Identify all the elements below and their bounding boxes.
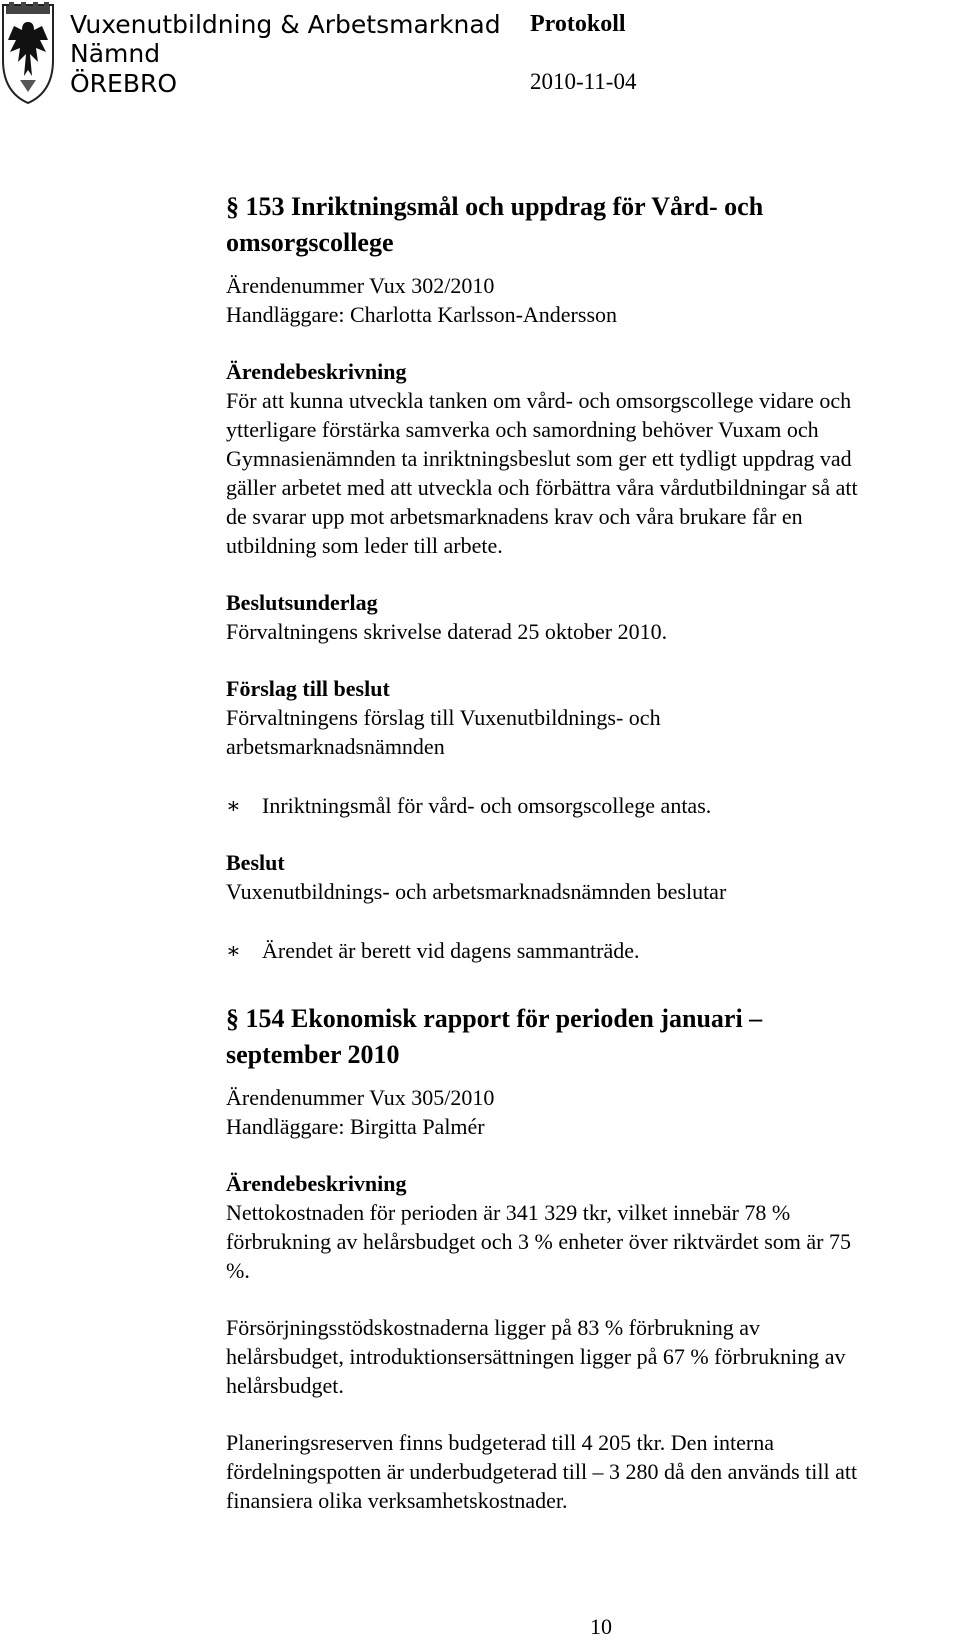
paragraph-line: Nettokostnaden för perioden är 341 329 tkr, vilket innebär 78 %	[226, 1200, 791, 1225]
description-heading: Ärendebeskrivning	[226, 359, 407, 384]
description-line: de svarar upp mot arbetsmarknadens krav och våra brukare får en	[226, 504, 803, 529]
paragraph-line: förbrukning av helårsbudget och 3 % enheter över riktvärdet som är 75	[226, 1229, 851, 1254]
case-number: Ärendenummer Vux 302/2010	[226, 273, 495, 298]
paragraph-line: finansiera olika verksamhetskostnader.	[226, 1488, 568, 1513]
case-handler: Handläggare: Birgitta Palmér	[226, 1114, 485, 1139]
organization-city: ÖREBRO	[70, 69, 178, 98]
decision-text: Vuxenutbildnings- och arbetsmarknadsnämnden beslutar	[226, 879, 727, 904]
section-title-line1: § 154 Ekonomisk rapport för perioden januari –	[226, 1004, 763, 1033]
paragraph-line: helårsbudget, introduktionsersättningen ligger på 67 % förbrukning av	[226, 1344, 846, 1369]
basis-heading: Beslutsunderlag	[226, 590, 378, 615]
proposal-heading: Förslag till beslut	[226, 676, 390, 701]
description-line: Gymnasienämnden ta inriktningsbeslut som ger ett tydligt uppdrag vad	[226, 446, 852, 471]
paragraph-line: fördelningspotten är underbudgeterad till – 3 280 då den används till att	[226, 1459, 858, 1484]
paragraph-line: Planeringsreserven finns budgeterad till 4 205 tkr. Den interna	[226, 1430, 775, 1455]
description-line: ytterligare förstärka samverka och samordning behöver Vuxam och	[226, 417, 819, 442]
case-number: Ärendenummer Vux 305/2010	[226, 1085, 495, 1110]
page-header	[0, 0, 960, 110]
paragraph-line: %.	[226, 1258, 250, 1283]
proposal-text-line2: arbetsmarknadsnämnden	[226, 734, 445, 759]
section-title-line1: § 153 Inriktningsmål och uppdrag för Vård- och	[226, 192, 764, 221]
organization-name-line2: Nämnd	[70, 39, 161, 68]
document-type: Protokoll	[530, 11, 626, 37]
paragraph-line: helårsbudget.	[226, 1373, 344, 1398]
bullet-asterisk-icon: ∗	[226, 938, 241, 963]
section-title	[226, 189, 960, 261]
organization-name-line1: Vuxenutbildning & Arbetsmarknad	[70, 10, 501, 39]
decision-bullet-text: Ärendet är berett vid dagens sammanträde.	[262, 938, 640, 963]
proposal-bullet	[226, 791, 960, 820]
orebro-coat-of-arms-icon	[0, 0, 56, 106]
document-date: 2010-11-04	[530, 69, 637, 94]
description-line: För att kunna utveckla tanken om vård- och omsorgscollege vidare och	[226, 388, 852, 413]
bullet-asterisk-icon: ∗	[226, 793, 241, 818]
section-title	[226, 1001, 960, 1073]
page-number: 10	[590, 1614, 612, 1639]
description-line: gäller arbetet med att utveckla och förbättra våra vårdutbildningar så att	[226, 475, 858, 500]
section-title-line2: september 2010	[226, 1040, 400, 1069]
protocol-body	[226, 189, 960, 1515]
section-title-line2: omsorgscollege	[226, 228, 394, 257]
description-line: utbildning som leder till arbete.	[226, 533, 503, 558]
decision-heading: Beslut	[226, 850, 285, 875]
section-154	[226, 1001, 960, 1515]
decision-bullet	[226, 936, 960, 965]
paragraph-line: Försörjningsstödskostnaderna ligger på 83 % förbrukning av	[226, 1315, 761, 1340]
description-heading: Ärendebeskrivning	[226, 1171, 407, 1196]
proposal-text-line1: Förvaltningens förslag till Vuxenutbildnings- och	[226, 705, 661, 730]
proposal-bullet-text: Inriktningsmål för vård- och omsorgscollege antas.	[262, 793, 712, 818]
basis-text: Förvaltningens skrivelse daterad 25 oktober 2010.	[226, 619, 668, 644]
section-153	[226, 189, 960, 965]
case-handler: Handläggare: Charlotta Karlsson-Andersson	[226, 302, 618, 327]
